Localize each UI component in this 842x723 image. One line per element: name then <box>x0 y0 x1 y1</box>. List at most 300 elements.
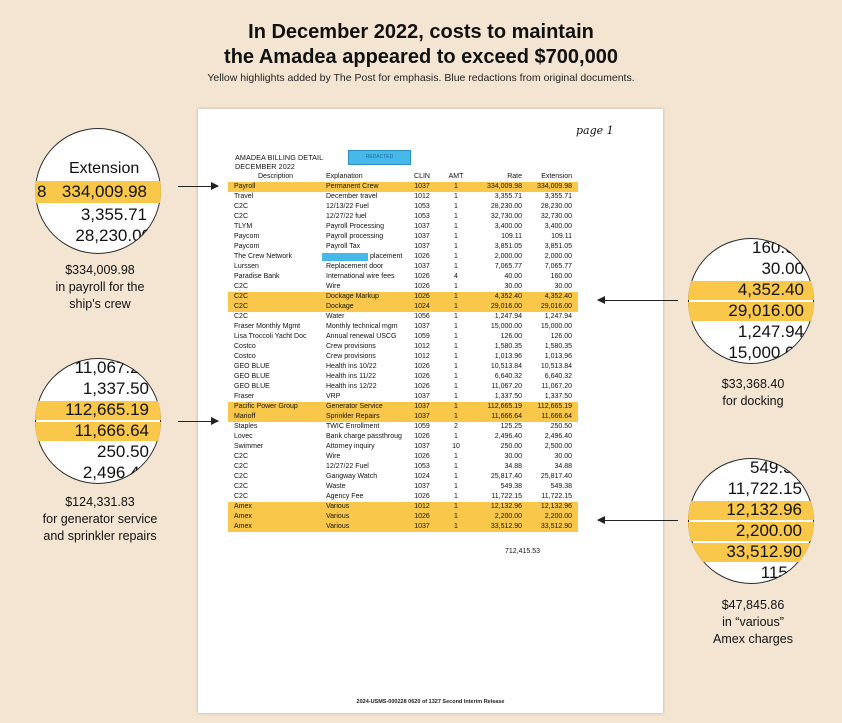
table-row <box>228 502 578 512</box>
table-row <box>228 492 578 502</box>
cell-extension: 15,000.00 <box>540 323 572 330</box>
cell-amt: 2 <box>454 423 458 430</box>
cell-explanation: Monthly technical mgm <box>326 323 398 330</box>
table-header-row <box>228 172 578 182</box>
table-row <box>228 522 578 532</box>
column-header-extension: Extension <box>541 173 572 180</box>
cell-amt: 1 <box>454 433 458 440</box>
cell-amt: 1 <box>454 503 458 510</box>
cell-rate: 1,337.50 <box>494 393 522 400</box>
cell-amt: 1 <box>454 213 458 220</box>
cell-amt: 1 <box>454 513 458 520</box>
amex-zoom-value: 2,200.00 <box>735 521 802 540</box>
column-header-amt: AMT <box>448 173 464 180</box>
cell-amt: 1 <box>454 383 458 390</box>
cell-amt: 1 <box>454 193 458 200</box>
cell-amt: 1 <box>454 223 458 230</box>
cell-rate: 3,355.71 <box>494 193 522 200</box>
inline-redaction <box>322 253 368 261</box>
table-row <box>228 352 578 362</box>
cell-extension: 2,496.40 <box>544 433 572 440</box>
cell-description: Payroll <box>234 183 256 190</box>
cell-rate: 40.00 <box>504 273 522 280</box>
table-row <box>228 372 578 382</box>
column-header-explanation: Explanation <box>326 173 363 180</box>
cell-amt: 1 <box>454 463 458 470</box>
cell-extension: 3,851.05 <box>544 243 572 250</box>
cell-amt: 1 <box>454 453 458 460</box>
cell-explanation: Dockage <box>326 303 354 310</box>
cell-clin: 1012 <box>414 343 430 350</box>
cell-rate: 12,132.96 <box>490 503 522 510</box>
cell-clin: 1026 <box>414 283 430 290</box>
cell-amt: 1 <box>454 473 458 480</box>
cell-description: C2C <box>234 313 249 320</box>
redaction-box <box>348 150 411 165</box>
cell-rate: 112,665.19 <box>487 403 522 410</box>
handwritten-page-note: page 1 <box>576 124 614 137</box>
table-row <box>228 232 578 242</box>
cell-extension: 11,666.64 <box>541 413 572 420</box>
cell-extension: 109.11 <box>551 233 572 240</box>
payroll-caption-line-3: ship's crew <box>69 297 131 311</box>
cell-explanation: Health ins 11/22 <box>326 373 377 380</box>
cell-description: Travel <box>234 193 254 200</box>
column-header-clin: CLIN <box>414 173 430 180</box>
cell-rate: 1,247.94 <box>494 313 522 320</box>
cell-explanation: Attorney inquiry <box>326 443 375 450</box>
payroll-zoom-header: Extension <box>69 160 140 177</box>
cell-extension: 1,247.94 <box>544 313 572 320</box>
cell-explanation: Gangway Watch <box>326 473 378 480</box>
cell-explanation: Wire <box>326 453 341 460</box>
cell-explanation: Various <box>326 503 350 510</box>
table-row <box>228 182 578 192</box>
table-row <box>228 202 578 212</box>
docking-zoom-value: 29,016.00 <box>728 301 804 320</box>
docking-arrow <box>598 300 678 301</box>
cell-rate: 29,016.00 <box>490 303 522 310</box>
cell-rate: 11,666.64 <box>491 413 522 420</box>
cell-clin: 1026 <box>414 373 430 380</box>
cell-extension: 10,513.84 <box>540 363 572 370</box>
cell-rate: 126.00 <box>500 333 522 340</box>
table-row <box>228 402 578 412</box>
table-row <box>228 222 578 232</box>
amex-caption <box>690 597 816 648</box>
cell-clin: 1037 <box>414 233 430 240</box>
cell-description: Lovec <box>234 433 253 440</box>
payroll-zoom-value-2: 3,355.71 <box>80 205 147 224</box>
cell-extension: 2,500.00 <box>544 443 572 450</box>
cell-explanation: Health ins 12/22 <box>326 383 377 390</box>
docking-zoom-value: 30.00 <box>761 259 804 278</box>
document-month: DECEMBER 2022 <box>235 162 296 171</box>
cell-rate: 11,722.15 <box>491 493 522 500</box>
headline-line-1: In December 2022, costs to maintain <box>248 21 594 43</box>
cell-clin: 1037 <box>414 323 430 330</box>
cell-clin: 1037 <box>414 413 430 420</box>
cell-description: Paycom <box>234 243 260 250</box>
generator-zoom-value: 112,665.19 <box>65 400 149 419</box>
table-row <box>228 312 578 322</box>
docking-zoom-value: 15,000.00 <box>728 343 804 362</box>
headline-line-2: the Amadea appeared to exceed $700,000 <box>224 46 618 68</box>
cell-extension: 112,665.19 <box>537 403 572 410</box>
cell-rate: 33,512.90 <box>490 523 522 530</box>
cell-explanation: 12/27/22 fuel <box>326 213 367 220</box>
cell-clin: 1026 <box>414 493 430 500</box>
cell-rate: 11,067.20 <box>491 383 522 390</box>
payroll-zoom-line-cut: 8 <box>37 182 47 201</box>
docking-zoom-value: 1,247.94 <box>737 322 804 341</box>
generator-caption-line-2: for generator service <box>42 512 158 526</box>
cell-description: Paradise Bank <box>234 273 280 280</box>
table-row <box>228 272 578 282</box>
table-row <box>228 262 578 272</box>
cell-amt: 1 <box>454 483 458 490</box>
table-row <box>228 362 578 372</box>
cell-description: Amex <box>234 513 252 520</box>
cell-description: Costco <box>234 343 256 350</box>
table-row <box>228 382 578 392</box>
cell-clin: 1026 <box>414 273 430 280</box>
payroll-arrow <box>178 186 218 187</box>
cell-clin: 1026 <box>414 453 430 460</box>
cell-amt: 1 <box>454 183 458 190</box>
table-row <box>228 342 578 352</box>
docking-zoom-value: 160.00 <box>752 238 804 257</box>
generator-zoom-value: 2,496.40 <box>82 463 149 482</box>
table-row <box>228 292 578 302</box>
cell-amt: 1 <box>454 203 458 210</box>
cell-amt: 10 <box>452 443 460 450</box>
cell-rate: 1,580.35 <box>494 343 522 350</box>
cell-clin: 1037 <box>414 483 430 490</box>
cell-clin: 1053 <box>414 203 430 210</box>
cell-amt: 1 <box>454 303 458 310</box>
cell-extension: 1,337.50 <box>544 393 572 400</box>
redaction-label: REDACTED <box>365 154 394 160</box>
cell-rate: 34.88 <box>504 463 522 470</box>
cell-rate: 2,200.00 <box>494 513 522 520</box>
generator-zoom-circle <box>35 358 161 484</box>
cell-amt: 1 <box>454 353 458 360</box>
cell-extension: 32,730.00 <box>540 213 572 220</box>
cell-extension: 25,817.40 <box>540 473 572 480</box>
cell-explanation: 12/27/22 Fuel <box>326 463 369 470</box>
cell-rate: 28,230.00 <box>490 203 522 210</box>
cell-clin: 1053 <box>414 463 430 470</box>
payroll-zoom-circle <box>35 128 161 254</box>
cell-amt: 1 <box>454 523 458 530</box>
cell-clin: 1053 <box>414 213 430 220</box>
column-header-description: Description <box>258 173 294 180</box>
cell-explanation: International wire fees <box>326 273 395 280</box>
billing-table <box>228 172 578 532</box>
cell-explanation: Various <box>326 513 350 520</box>
cell-amt: 1 <box>454 373 458 380</box>
cell-rate: 250.00 <box>500 443 522 450</box>
cell-clin: 1037 <box>414 243 430 250</box>
generator-zoom-value: 250.50 <box>97 442 149 461</box>
cell-rate: 15,000.00 <box>490 323 522 330</box>
cell-extension: 29,016.00 <box>540 303 572 310</box>
table-row <box>228 242 578 252</box>
cell-explanation: Replacement door <box>326 263 384 270</box>
cell-explanation: Various <box>326 523 350 530</box>
cell-description: C2C <box>234 213 249 220</box>
cell-explanation: December travel <box>326 193 378 200</box>
amex-zoom-value: 11,722.15 <box>727 479 802 498</box>
generator-caption <box>25 494 175 545</box>
cell-amt: 1 <box>454 313 458 320</box>
generator-zoom-value: 11,666.64 <box>74 421 149 440</box>
cell-extension: 7,065.77 <box>544 263 572 270</box>
cell-description: C2C <box>234 203 249 210</box>
cell-rate: 1,013.96 <box>494 353 522 360</box>
payroll-caption-amount: $334,009.98 <box>65 263 135 277</box>
cell-extension: 160.00 <box>550 273 572 280</box>
cell-extension: 1,580.35 <box>544 343 572 350</box>
cell-rate: 2,496.40 <box>494 433 522 440</box>
table-row <box>228 212 578 222</box>
amex-caption-amount: $47,845.86 <box>721 598 785 612</box>
table-row <box>228 282 578 292</box>
billing-document <box>198 109 663 713</box>
cell-description: C2C <box>234 483 249 490</box>
cell-clin: 1026 <box>414 383 430 390</box>
cell-description: C2C <box>234 283 249 290</box>
cell-explanation: Waste <box>326 483 346 490</box>
cell-rate: 3,400.00 <box>494 223 522 230</box>
table-row <box>228 302 578 312</box>
docking-caption <box>690 376 816 410</box>
cell-explanation: Payroll Processing <box>326 223 384 230</box>
cell-explanation: Annual renewal USCG <box>326 333 397 340</box>
generator-arrow <box>178 421 218 422</box>
cell-description: Amex <box>234 523 252 530</box>
cell-description: Lurssen <box>234 263 259 270</box>
cell-clin: 1026 <box>414 293 430 300</box>
cell-rate: 2,000.00 <box>494 253 522 260</box>
column-header-rate: Rate <box>507 173 522 180</box>
table-row <box>228 482 578 492</box>
cell-rate: 32,730.00 <box>490 213 522 220</box>
amex-zoom-value: 115.5 <box>760 563 802 582</box>
cell-rate: 3,851.05 <box>494 243 522 250</box>
cell-explanation: Payroll processing <box>326 233 384 240</box>
document-heading: AMADEA BILLING DETAIL <box>235 153 324 162</box>
cell-clin: 1012 <box>414 193 430 200</box>
cell-clin: 1037 <box>414 183 430 190</box>
cell-description: Staples <box>234 423 258 430</box>
docking-caption-amount: $33,368.40 <box>721 377 785 391</box>
cell-amt: 1 <box>454 403 458 410</box>
document-total: 712,415.53 <box>505 548 541 555</box>
cell-rate: 549.38 <box>500 483 522 490</box>
cell-extension: 28,230.00 <box>540 203 572 210</box>
payroll-zoom-value-1: 334,009.98 <box>61 182 147 201</box>
cell-explanation: Dockage Markup <box>326 293 379 300</box>
generator-caption-amount: $124,331.83 <box>65 495 135 509</box>
cell-clin: 1056 <box>414 313 430 320</box>
cell-amt: 1 <box>454 253 458 260</box>
cell-extension: 2,000.00 <box>544 253 572 260</box>
cell-rate: 30.00 <box>504 283 522 290</box>
cell-extension: 30.00 <box>554 283 572 290</box>
cell-amt: 1 <box>454 413 458 420</box>
cell-rate: 6,640.32 <box>494 373 522 380</box>
cell-rate: 10,513.84 <box>490 363 522 370</box>
cell-clin: 1012 <box>414 353 430 360</box>
cell-extension: 334,009.98 <box>536 183 572 190</box>
table-row <box>228 472 578 482</box>
cell-explanation: Payroll Tax <box>326 243 361 250</box>
cell-clin: 1026 <box>414 363 430 370</box>
cell-description: TLYM <box>234 223 253 230</box>
cell-extension: 11,722.15 <box>541 493 572 500</box>
cell-rate: 125.25 <box>500 423 522 430</box>
cell-clin: 1059 <box>414 423 430 430</box>
cell-clin: 1024 <box>414 473 430 480</box>
amex-zoom-value: 12,132.96 <box>726 500 802 519</box>
cell-description: Swimmer <box>234 443 264 450</box>
cell-description: Lisa Troccoli Yacht Doc <box>234 333 307 340</box>
cell-clin: 1037 <box>414 403 430 410</box>
cell-description: Pacific Power Group <box>234 403 298 410</box>
cell-description: The Crew Network <box>234 253 292 260</box>
cell-extension: 250.50 <box>550 423 572 430</box>
cell-clin: 1012 <box>414 503 430 510</box>
cell-description: GEO BLUE <box>234 373 270 380</box>
cell-explanation: Agency Fee <box>326 493 364 500</box>
cell-explanation: Health ins 10/22 <box>326 363 377 370</box>
document-footer: 2024-USMS-000228 0620 of 1327 Second Interim Release <box>356 699 505 705</box>
table-row <box>228 192 578 202</box>
cell-explanation: Generator Service <box>326 403 383 410</box>
cell-rate: 4,352.40 <box>494 293 522 300</box>
cell-description: GEO BLUE <box>234 383 270 390</box>
docking-zoom-value: 4,352.40 <box>737 280 804 299</box>
cell-extension: 11,067.20 <box>541 383 572 390</box>
cell-amt: 1 <box>454 263 458 270</box>
cell-extension: 549.38 <box>550 483 572 490</box>
cell-explanation: Water <box>326 313 345 320</box>
cell-clin: 1026 <box>414 513 430 520</box>
cell-explanation: Wire <box>326 283 341 290</box>
cell-description: C2C <box>234 453 249 460</box>
amex-zoom-value: 33,512.90 <box>726 542 802 561</box>
table-row <box>228 412 578 422</box>
cell-amt: 1 <box>454 293 458 300</box>
cell-extension: 33,512.90 <box>540 523 572 530</box>
cell-explanation: Bank charge passthroug <box>326 433 402 440</box>
docking-caption-line-2: for docking <box>722 394 784 408</box>
table-row <box>228 392 578 402</box>
table-row <box>228 252 578 262</box>
cell-description: C2C <box>234 303 249 310</box>
cell-amt: 1 <box>454 493 458 500</box>
cell-explanation: VRP <box>326 393 341 400</box>
cell-description: C2C <box>234 293 249 300</box>
amex-zoom-circle <box>688 458 814 584</box>
table-row <box>228 432 578 442</box>
subtitle: Yellow highlights added by The Post for emphasis. Blue redactions from original documents. <box>207 72 635 84</box>
cell-description: Fraser Monthly Mgmt <box>234 323 301 330</box>
cell-description: GEO BLUE <box>234 363 270 370</box>
cell-extension: 3,400.00 <box>544 223 572 230</box>
table-row <box>228 442 578 452</box>
cell-amt: 1 <box>454 393 458 400</box>
table-row <box>228 322 578 332</box>
generator-zoom-value: 1,337.50 <box>82 379 149 398</box>
cell-description: Fraser <box>234 393 255 400</box>
cell-rate: 25,817.40 <box>490 473 522 480</box>
amex-zoom-value: 549.38 <box>750 458 802 477</box>
table-row <box>228 422 578 432</box>
cell-explanation: Crew provisions <box>326 353 376 360</box>
cell-explanation: Permanent Crew <box>326 183 379 190</box>
cell-extension: 1,013.96 <box>544 353 572 360</box>
cell-extension: 30.00 <box>554 453 572 460</box>
amex-arrow <box>598 520 678 521</box>
table-row <box>228 332 578 342</box>
cell-explanation: Crew provisions <box>326 343 376 350</box>
cell-extension: 4,352.40 <box>544 293 572 300</box>
cell-extension: 126.00 <box>550 333 572 340</box>
cell-description: C2C <box>234 473 249 480</box>
cell-amt: 1 <box>454 283 458 290</box>
cell-rate: 109.11 <box>501 233 522 240</box>
cell-description: Marioff <box>234 413 256 420</box>
cell-description: Amex <box>234 503 252 510</box>
cell-extension: 3,355.71 <box>544 193 572 200</box>
cell-rate: 7,065.77 <box>494 263 522 270</box>
cell-explanation: placement <box>370 253 403 260</box>
amex-caption-line-2: in “various” <box>722 615 784 629</box>
headline <box>0 20 842 70</box>
cell-amt: 1 <box>454 333 458 340</box>
cell-amt: 1 <box>454 233 458 240</box>
cell-extension: 6,640.32 <box>544 373 572 380</box>
cell-clin: 1037 <box>414 263 430 270</box>
cell-clin: 1026 <box>414 253 430 260</box>
cell-extension: 2,200.00 <box>544 513 572 520</box>
cell-extension: 34.88 <box>554 463 572 470</box>
cell-rate: 30.00 <box>504 453 522 460</box>
cell-amt: 1 <box>454 323 458 330</box>
cell-clin: 1024 <box>414 303 430 310</box>
cell-description: C2C <box>234 493 249 500</box>
cell-amt: 4 <box>454 273 458 280</box>
cell-explanation: Sprinkler Repairs <box>326 413 380 420</box>
payroll-caption <box>30 262 170 313</box>
cell-amt: 1 <box>454 343 458 350</box>
docking-zoom-circle <box>688 238 814 364</box>
generator-caption-line-3: and sprinkler repairs <box>43 529 157 543</box>
cell-clin: 1037 <box>414 523 430 530</box>
cell-clin: 1037 <box>414 393 430 400</box>
cell-clin: 1026 <box>414 433 430 440</box>
amex-caption-line-3: Amex charges <box>713 632 793 646</box>
cell-explanation: 12/13/22 Fuel <box>326 203 369 210</box>
table-row <box>228 512 578 522</box>
cell-clin: 1059 <box>414 333 430 340</box>
table-row <box>228 452 578 462</box>
generator-zoom-value: 11,067.20 <box>74 358 149 377</box>
cell-amt: 1 <box>454 243 458 250</box>
